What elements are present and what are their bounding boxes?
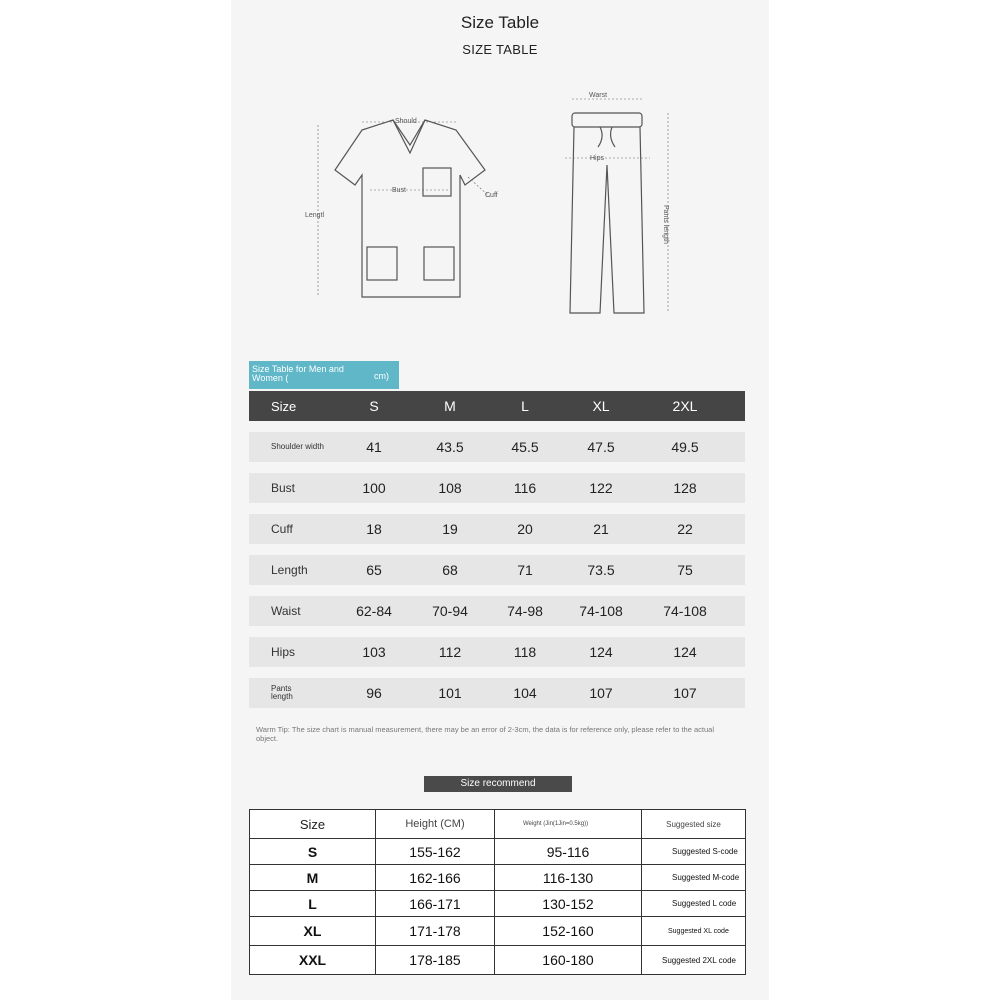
table-cell: 70-94 (432, 603, 468, 619)
table-row (249, 514, 745, 544)
table-cell: M (250, 865, 376, 891)
table-cell: 152-160 (495, 917, 642, 946)
size-col-m: M (444, 398, 456, 414)
table-cell: 41 (366, 439, 382, 455)
recommend-header-size: Size (250, 810, 376, 839)
table-cell: Suggested L code (642, 891, 746, 917)
table-cell: XXL (250, 946, 376, 975)
table-cell: 155-162 (376, 839, 495, 865)
table-cell: 18 (366, 521, 382, 537)
table-cell: 112 (438, 644, 462, 660)
row-label: Bust (271, 481, 296, 495)
table-cell: XL (250, 917, 376, 946)
table-row (249, 596, 745, 626)
table-cell: 45.5 (511, 439, 539, 455)
table-cell: 43.5 (436, 439, 464, 455)
table-cell: 116 (513, 480, 537, 496)
table-cell: 22 (677, 521, 693, 537)
row-label: Waist (271, 604, 301, 618)
table-cell: 122 (589, 480, 613, 496)
table-row (249, 432, 745, 462)
page-title: Size Table (460, 13, 540, 32)
table-row (249, 637, 745, 667)
size-header-label: Size (271, 398, 297, 414)
table-cell: 107 (673, 685, 697, 701)
shirt-illustration (335, 120, 485, 297)
table-row (249, 473, 745, 503)
table-cell: 21 (593, 521, 609, 537)
table-row (250, 946, 746, 975)
garment-diagram (300, 85, 700, 325)
table-cell: 108 (438, 480, 462, 496)
page-subtitle: SIZE TABLE (462, 42, 538, 57)
pants-illustration (570, 113, 644, 313)
table-cell: 20 (517, 521, 533, 537)
table-cell: Suggested 2XL code (642, 946, 746, 975)
table-cell: 101 (438, 685, 462, 701)
size-table-badge (249, 361, 399, 389)
table-cell: L (250, 891, 376, 917)
table-cell: 103 (362, 644, 386, 660)
table-row (250, 891, 746, 917)
shoulder-label: Should (395, 118, 417, 125)
table-cell: 162-166 (376, 865, 495, 891)
table-cell: 74-108 (663, 603, 707, 619)
table-cell: 130-152 (495, 891, 642, 917)
size-col-xl: XL (592, 398, 610, 414)
recommend-header-row (250, 810, 746, 839)
table-cell: 71 (517, 562, 533, 578)
table-cell: 178-185 (376, 946, 495, 975)
table-cell: 118 (513, 644, 537, 660)
row-label: Shoulder width (271, 442, 324, 451)
badge-unit: cm) (374, 371, 389, 381)
cuff-label: Cuff (485, 192, 498, 199)
bust-label: Bust (392, 187, 407, 194)
table-cell: 68 (442, 562, 458, 578)
table-cell: 124 (589, 644, 613, 660)
table-cell: 107 (589, 685, 613, 701)
table-cell: 128 (673, 480, 697, 496)
table-row (250, 917, 746, 946)
table-cell: Suggested XL code (642, 917, 746, 946)
size-recommend-table (249, 809, 746, 975)
table-cell: 116-130 (495, 865, 642, 891)
table-cell: 49.5 (671, 439, 699, 455)
waist-label: Warst (589, 92, 608, 99)
table-cell: 65 (366, 562, 382, 578)
row-label: Cuff (271, 522, 293, 536)
size-col-l: L (521, 398, 529, 414)
table-row (249, 555, 745, 585)
size-recommend-title: Size recommend (424, 776, 572, 792)
recommend-header-height: Height (CM) (376, 810, 495, 839)
table-cell: 104 (513, 685, 537, 701)
table-cell: 74-108 (579, 603, 623, 619)
table-cell: Suggested S-code (642, 839, 746, 865)
size-col-s: S (369, 398, 379, 414)
table-cell: 100 (362, 480, 386, 496)
table-cell: Suggested M-code (642, 865, 746, 891)
hips-label: Hips (590, 155, 605, 162)
table-cell: S (250, 839, 376, 865)
table-row (249, 678, 745, 708)
row-label: Length (271, 563, 308, 577)
table-cell: 75 (677, 562, 693, 578)
recommend-header-weight: Weight (Jin(1Jin=0.5kg)) (495, 810, 642, 839)
recommend-header-suggested: Suggested size (642, 810, 746, 839)
table-cell: 160-180 (495, 946, 642, 975)
length-label: Lengtl (305, 212, 325, 219)
table-cell: 171-178 (376, 917, 495, 946)
row-label: Pants length (271, 684, 293, 701)
table-cell: 74-98 (507, 603, 543, 619)
pants-length-label: Pants length (662, 205, 669, 244)
badge-label: Size Table for Men and Women ( (252, 364, 344, 383)
table-cell: 62-84 (356, 603, 392, 619)
table-row (250, 839, 746, 865)
warm-tip: Warm Tip: The size chart is manual measurement, there may be an error of 2-3cm, the data is for reference only, please refer to the actual object. (256, 725, 714, 743)
row-label: Hips (271, 645, 296, 659)
size-col-2xl: 2XL (672, 398, 698, 414)
table-cell: 166-171 (376, 891, 495, 917)
table-cell: 19 (442, 521, 458, 537)
table-row (250, 865, 746, 891)
table-cell: 47.5 (587, 439, 615, 455)
table-cell: 73.5 (587, 562, 615, 578)
table-cell: 124 (673, 644, 697, 660)
size-table-header (249, 391, 745, 421)
table-cell: 96 (366, 685, 382, 701)
table-cell: 95-116 (495, 839, 642, 865)
